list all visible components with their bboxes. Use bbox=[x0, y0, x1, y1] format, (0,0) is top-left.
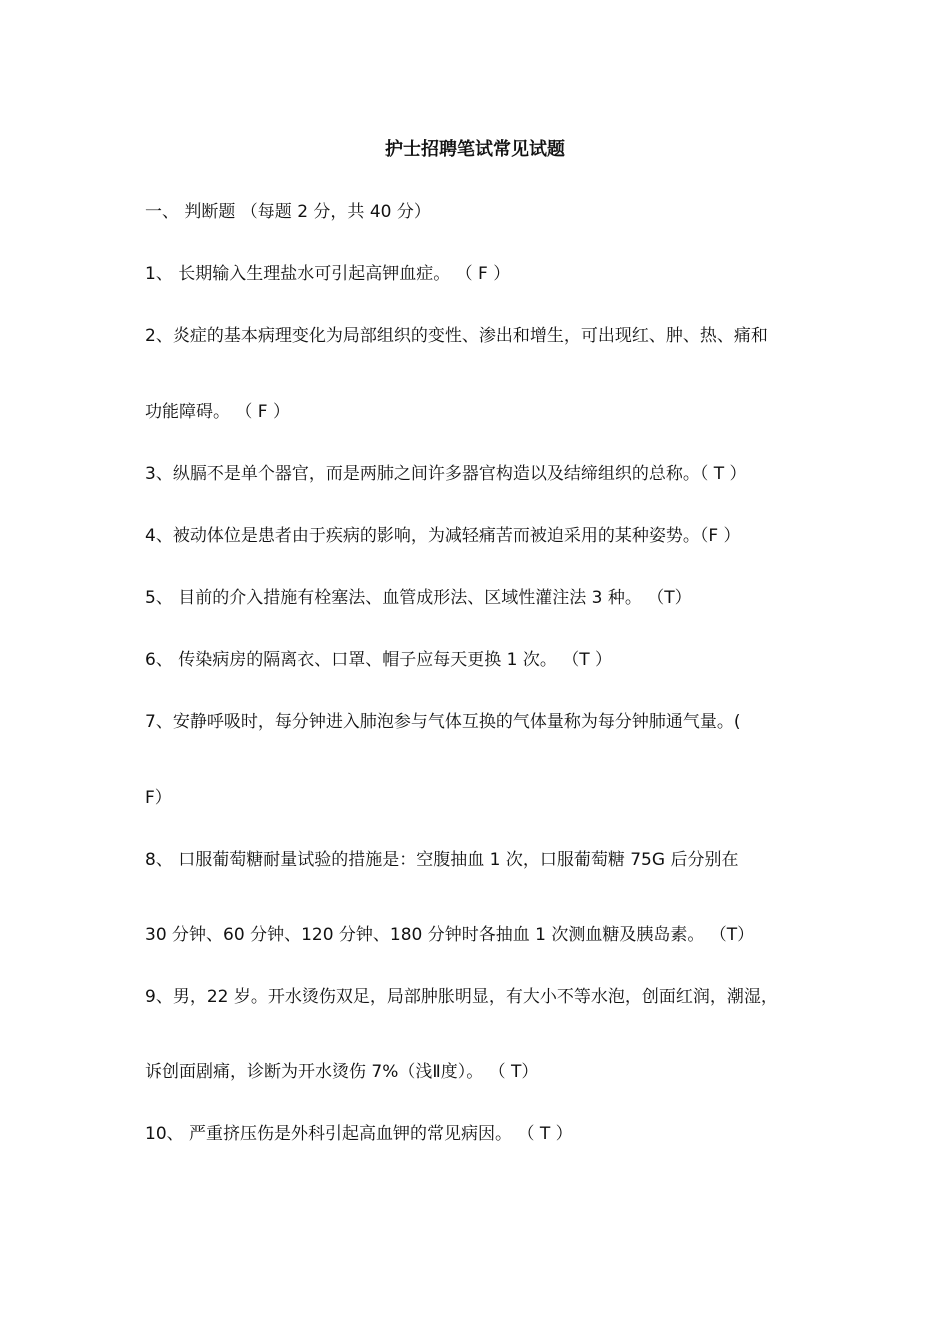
question-line: 4、被动体位是患者由于疾病的影响，为减轻痛苦而被迫采用的某种姿势。（F ） bbox=[145, 526, 741, 546]
section-heading: 一、 判断题 （每题 2 分，共 40 分） bbox=[145, 202, 431, 222]
question-line: 9、男，22 岁。开水烫伤双足，局部肿胀明显，有大小不等水泡，创面红润，潮湿， bbox=[145, 987, 778, 1007]
question-line: 8、 口服葡萄糖耐量试验的措施是：空腹抽血 1 次，口服葡萄糖 75G 后分别在 bbox=[145, 850, 739, 870]
question-line: F） bbox=[145, 788, 172, 808]
question-line: 1、 长期输入生理盐水可引起高钾血症。 （ F ） bbox=[145, 264, 511, 284]
question-line: 诉创面剧痛，诊断为开水烫伤 7%（浅Ⅱ度）。 （ T） bbox=[145, 1062, 539, 1082]
document-title: 护士招聘笔试常见试题 bbox=[385, 139, 565, 160]
question-line: 7、安静呼吸时，每分钟进入肺泡参与气体互换的气体量称为每分钟肺通气量。( bbox=[145, 712, 741, 732]
question-line: 功能障碍。 （ F ） bbox=[145, 402, 290, 422]
question-line: 3、纵膈不是单个器官，而是两肺之间许多器官构造以及结缔组织的总称。（ T ） bbox=[145, 464, 747, 484]
question-line: 2、炎症的基本病理变化为局部组织的变性、渗出和增生，可出现红、肿、热、痛和 bbox=[145, 326, 768, 346]
question-line: 10、 严重挤压伤是外科引起高血钾的常见病因。 （ T ） bbox=[145, 1124, 573, 1144]
question-line: 6、 传染病房的隔离衣、口罩、帽子应每天更换 1 次。 （T ） bbox=[145, 650, 613, 670]
question-line: 5、 目前的介入措施有栓塞法、血管成形法、区域性灌注法 3 种。 （T） bbox=[145, 588, 692, 608]
question-line: 30 分钟、60 分钟、120 分钟、180 分钟时各抽血 1 次测血糖及胰岛素。 （T） bbox=[145, 925, 755, 945]
